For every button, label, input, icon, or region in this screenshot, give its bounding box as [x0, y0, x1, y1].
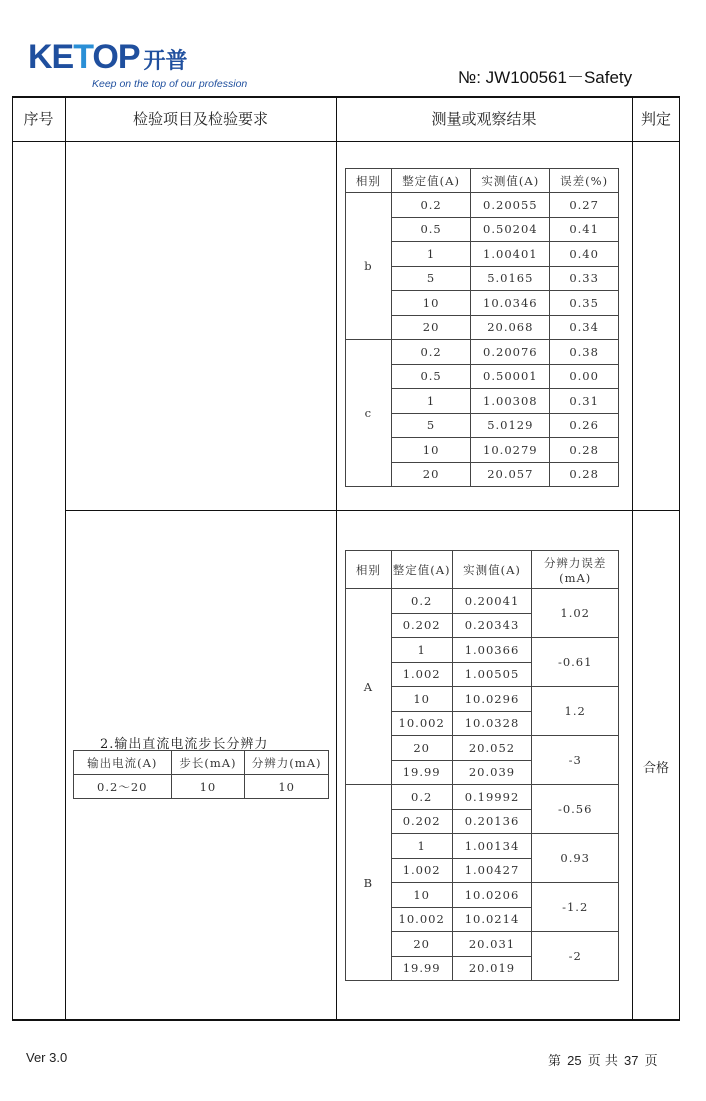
value-cell: 0.28 — [550, 438, 619, 463]
value-cell: 1.00427 — [452, 858, 532, 883]
page-prefix: 第 — [548, 1054, 562, 1069]
value-cell: 0.19992 — [452, 785, 532, 810]
value-cell: 1.00505 — [452, 662, 532, 687]
table-row — [346, 589, 619, 614]
value-cell: 10.0214 — [452, 907, 532, 932]
value-cell: 10.0346 — [471, 291, 550, 316]
value-cell: 10.002 — [391, 711, 452, 736]
value-cell: 0.5 — [391, 217, 471, 242]
company-logo — [28, 38, 248, 90]
value-cell: 0.35 — [550, 291, 619, 316]
value-cell: 20.068 — [471, 315, 550, 340]
step-value-current: 0.2～20 — [74, 775, 172, 799]
col-header-result: 测量或观察结果 — [431, 110, 537, 128]
value-cell: 0.28 — [550, 462, 619, 487]
value-cell: 10.002 — [391, 907, 452, 932]
value-cell: 0.5 — [391, 364, 471, 389]
phase-cell: A — [346, 589, 392, 785]
value-cell: 5 — [391, 266, 471, 291]
table1-header: 实测值(A) — [471, 169, 550, 193]
resolution-error-cell: -2 — [532, 932, 619, 981]
step-header-step: 步长(mA) — [171, 751, 245, 775]
value-cell: 1.00308 — [471, 389, 550, 414]
value-cell: 20 — [391, 932, 452, 957]
value-cell: 19.99 — [391, 760, 452, 785]
value-cell: 20.057 — [471, 462, 550, 487]
value-cell: 1 — [391, 834, 452, 859]
table1-header: 误差(%) — [550, 169, 619, 193]
value-cell: 0.2 — [391, 193, 471, 218]
logo-text: KE — [28, 38, 74, 76]
value-cell: 1.00366 — [452, 638, 532, 663]
value-cell: 20.039 — [452, 760, 532, 785]
value-cell: 10 — [391, 291, 471, 316]
table2-header: 实测值(A) — [452, 551, 532, 589]
value-cell: 0.50001 — [471, 364, 550, 389]
col-divider-2 — [336, 96, 337, 1021]
value-cell: 5.0165 — [471, 266, 550, 291]
value-cell: 1.002 — [391, 858, 452, 883]
value-cell: 0.20136 — [452, 809, 532, 834]
step-header-current: 输出电流(A) — [74, 751, 172, 775]
table-row — [346, 193, 619, 218]
value-cell: 0.202 — [391, 613, 452, 638]
value-cell: 0.31 — [550, 389, 619, 414]
value-cell: 0.41 — [550, 217, 619, 242]
resolution-error-cell: -1.2 — [532, 883, 619, 932]
value-cell: 0.2 — [391, 785, 452, 810]
value-cell: 20.052 — [452, 736, 532, 761]
page-mid: 页 共 — [587, 1054, 618, 1069]
col-divider-3 — [632, 96, 633, 1021]
version-label: Ver 3.0 — [26, 1050, 68, 1065]
step-value-resolution: 10 — [245, 775, 329, 799]
value-cell: 10.0279 — [471, 438, 550, 463]
resolution-error-cell: 1.02 — [532, 589, 619, 638]
table2-header: 分辨力误差(mA) — [532, 551, 619, 589]
value-cell: 0.20055 — [471, 193, 550, 218]
value-cell: 0.27 — [550, 193, 619, 218]
value-cell: 0.38 — [550, 340, 619, 365]
value-cell: 0.202 — [391, 809, 452, 834]
value-cell: 20.031 — [452, 932, 532, 957]
table1-header: 整定值(A) — [391, 169, 471, 193]
value-cell: 1 — [391, 389, 471, 414]
value-cell: 0.34 — [550, 315, 619, 340]
col-header-verdict: 判定 — [640, 110, 671, 128]
page-current: 25 — [567, 1053, 582, 1068]
logo-text-op: OP — [92, 38, 140, 76]
page-total: 37 — [624, 1053, 639, 1068]
value-cell: 10.0206 — [452, 883, 532, 908]
value-cell: 1.00401 — [471, 242, 550, 267]
step-header-resolution: 分辨力(mA) — [245, 751, 329, 775]
col-divider-1 — [65, 96, 66, 1021]
value-cell: 0.26 — [550, 413, 619, 438]
item-2-title: 2.输出直流电流步长分辨力 — [100, 737, 269, 752]
resolution-error-cell: -0.56 — [532, 785, 619, 834]
table-row — [346, 785, 619, 810]
table1-header: 相别 — [346, 169, 392, 193]
value-cell: 5 — [391, 413, 471, 438]
resolution-error-cell: -0.61 — [532, 638, 619, 687]
value-cell: 0.2 — [391, 589, 452, 614]
value-cell: 20 — [391, 736, 452, 761]
logo-tagline: Keep on the top of our profession — [92, 78, 248, 90]
value-cell: 1.00134 — [452, 834, 532, 859]
value-cell: 19.99 — [391, 956, 452, 981]
document-number: №: JW100561－Safety — [458, 68, 633, 87]
value-cell: 0.33 — [550, 266, 619, 291]
value-cell: 10 — [391, 438, 471, 463]
value-cell: 0.40 — [550, 242, 619, 267]
frame-right — [679, 96, 680, 1021]
phase-cell: b — [346, 193, 392, 340]
col-header-item: 检验项目及检验要求 — [132, 110, 268, 128]
measurement-table-2 — [345, 550, 619, 981]
resolution-error-cell: 0.93 — [532, 834, 619, 883]
value-cell: 0.20076 — [471, 340, 550, 365]
resolution-error-cell: 1.2 — [532, 687, 619, 736]
step-value-step: 10 — [171, 775, 245, 799]
value-cell: 0.2 — [391, 340, 471, 365]
logo-cn: 开普 — [143, 49, 188, 74]
measurement-table-1 — [345, 168, 619, 487]
value-cell: 20.019 — [452, 956, 532, 981]
phase-cell: c — [346, 340, 392, 487]
value-cell: 10.0328 — [452, 711, 532, 736]
value-cell: 0.50204 — [471, 217, 550, 242]
table2-header: 整定值(A) — [391, 551, 452, 589]
value-cell: 20 — [391, 462, 471, 487]
value-cell: 0.20041 — [452, 589, 532, 614]
value-cell: 1 — [391, 242, 471, 267]
logo-text-t: T — [73, 38, 93, 76]
value-cell: 0.20343 — [452, 613, 532, 638]
value-cell: 10 — [391, 883, 452, 908]
table2-header: 相别 — [346, 551, 392, 589]
value-cell: 10.0296 — [452, 687, 532, 712]
resolution-error-cell: -3 — [532, 736, 619, 785]
col-header-seq: 序号 — [23, 110, 54, 128]
frame-bottom — [12, 1019, 680, 1021]
phase-cell: B — [346, 785, 392, 981]
value-cell: 10 — [391, 687, 452, 712]
value-cell: 5.0129 — [471, 413, 550, 438]
verdict-pass: 合格 — [642, 761, 669, 776]
frame-left — [12, 96, 13, 1021]
value-cell: 1 — [391, 638, 452, 663]
value-cell: 0.00 — [550, 364, 619, 389]
page-number — [548, 1050, 658, 1069]
value-cell: 20 — [391, 315, 471, 340]
value-cell: 1.002 — [391, 662, 452, 687]
step-resolution-table — [73, 750, 329, 799]
page-suffix: 页 — [644, 1054, 658, 1069]
row-divider — [65, 510, 680, 511]
table-row — [346, 340, 619, 365]
